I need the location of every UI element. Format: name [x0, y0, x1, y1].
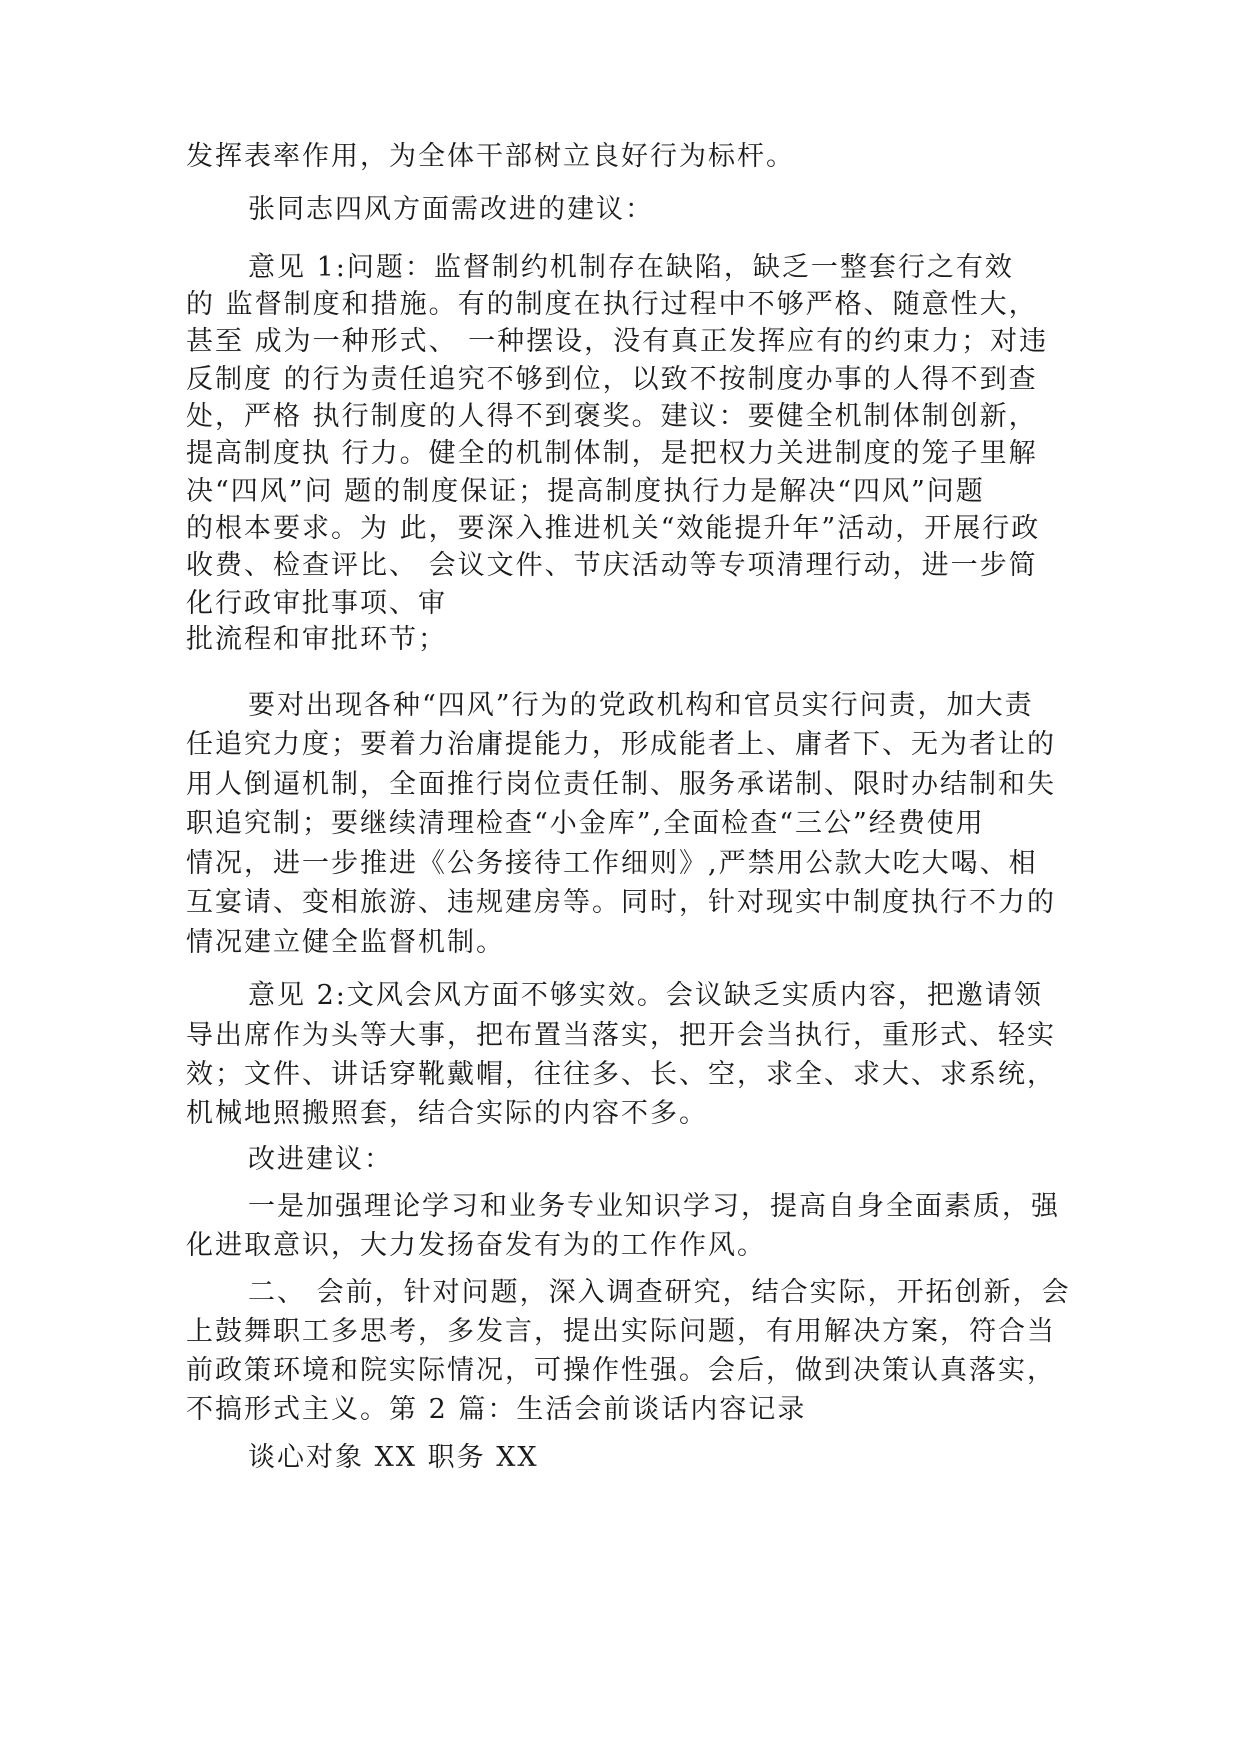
body-text-line: 要对出现各种“四风”行为的党政机构和官员实行问责，加大责	[248, 690, 1034, 721]
body-text-line: 用人倒逼机制，全面推行岗位责任制、服务承诺制、限时办结制和失	[186, 769, 1056, 800]
body-text-line: 不搞形式主义。第 2 篇：生活会前谈话内容记录	[186, 1394, 807, 1425]
body-text-line: 情况，进一步推进《公务接待工作细则》,严禁用公款大吃大喝、相	[186, 848, 1038, 879]
body-text-line: 的根本要求。为 此，要深入推进机关“效能提升年”活动，开展行政	[186, 513, 1041, 544]
body-text-line: 机械地照搬照套，结合实际的内容不多。	[186, 1098, 708, 1129]
body-text-line: 效；文件、讲话穿靴戴帽，往往多、长、空，求全、求大、求系统，	[186, 1059, 1056, 1090]
body-text-line: 提高制度执 行力。健全的机制体制，是把权力关进制度的笼子里解	[186, 438, 1038, 469]
body-text-line: 发挥表率作用，为全体干部树立良好行为标杆。	[186, 141, 795, 172]
section-heading: 改进建议：	[248, 1144, 393, 1175]
body-text-line: 化行政审批事项、审	[186, 588, 447, 619]
body-text-line: 决“四风”问 题的制度保证；提高制度执行力是解决“四风”问题	[186, 476, 985, 507]
body-text-line: 任追究力度；要着力治庸提能力，形成能者上、庸者下、无为者让的	[186, 729, 1056, 760]
body-text-line: 一是加强理论学习和业务专业知识学习，提高自身全面素质，强	[248, 1191, 1060, 1222]
body-text-line: 甚至 成为一种形式、 一种摆设，没有真正发挥应有的约束力；对违	[186, 326, 1049, 357]
body-text-line: 二、 会前，针对问题，深入调查研究，结合实际，开拓创新，会	[248, 1277, 1071, 1308]
body-text-line: 处，严格 执行制度的人得不到褒奖。建议：要健全机制体制创新，	[186, 401, 1038, 432]
interview-subject-line: 谈心对象 XX 职务 XX	[248, 1442, 539, 1473]
body-text-line: 意见 1:问题：监督制约机制存在缺陷，缺乏一整套行之有效	[248, 252, 1014, 283]
body-text-line: 批流程和审批环节；	[186, 624, 447, 655]
body-text-line: 意见 2:文风会风方面不够实效。会议缺乏实质内容，把邀请领	[248, 980, 1043, 1011]
body-text-line: 的 监督制度和措施。有的制度在执行过程中不够严格、随意性大，	[186, 289, 1038, 320]
section-heading: 张同志四风方面需改进的建议：	[248, 194, 654, 225]
body-text-line: 收费、检查评比、 会议文件、节庆活动等专项清理行动，进一步简	[186, 550, 1038, 581]
body-text-line: 化进取意识，大力发扬奋发有为的工作作风。	[186, 1230, 766, 1261]
body-text-line: 前政策环境和院实际情况，可操作性强。会后，做到决策认真落实，	[186, 1355, 1056, 1386]
body-text-line: 互宴请、变相旅游、违规建房等。同时，针对现实中制度执行不力的	[186, 887, 1056, 918]
body-text-line: 导出席作为头等大事，把布置当落实，把开会当执行，重形式、轻实	[186, 1020, 1056, 1051]
body-text-line: 职追究制；要继续清理检查“小金库”,全面检查“三公”经费使用	[186, 808, 985, 839]
body-text-line: 反制度 的行为责任追究不够到位，以致不按制度办事的人得不到查	[186, 364, 1038, 395]
body-text-line: 上鼓舞职工多思考，多发言，提出实际问题，有用解决方案，符合当	[186, 1316, 1056, 1347]
body-text-line: 情况建立健全监督机制。	[186, 927, 505, 958]
